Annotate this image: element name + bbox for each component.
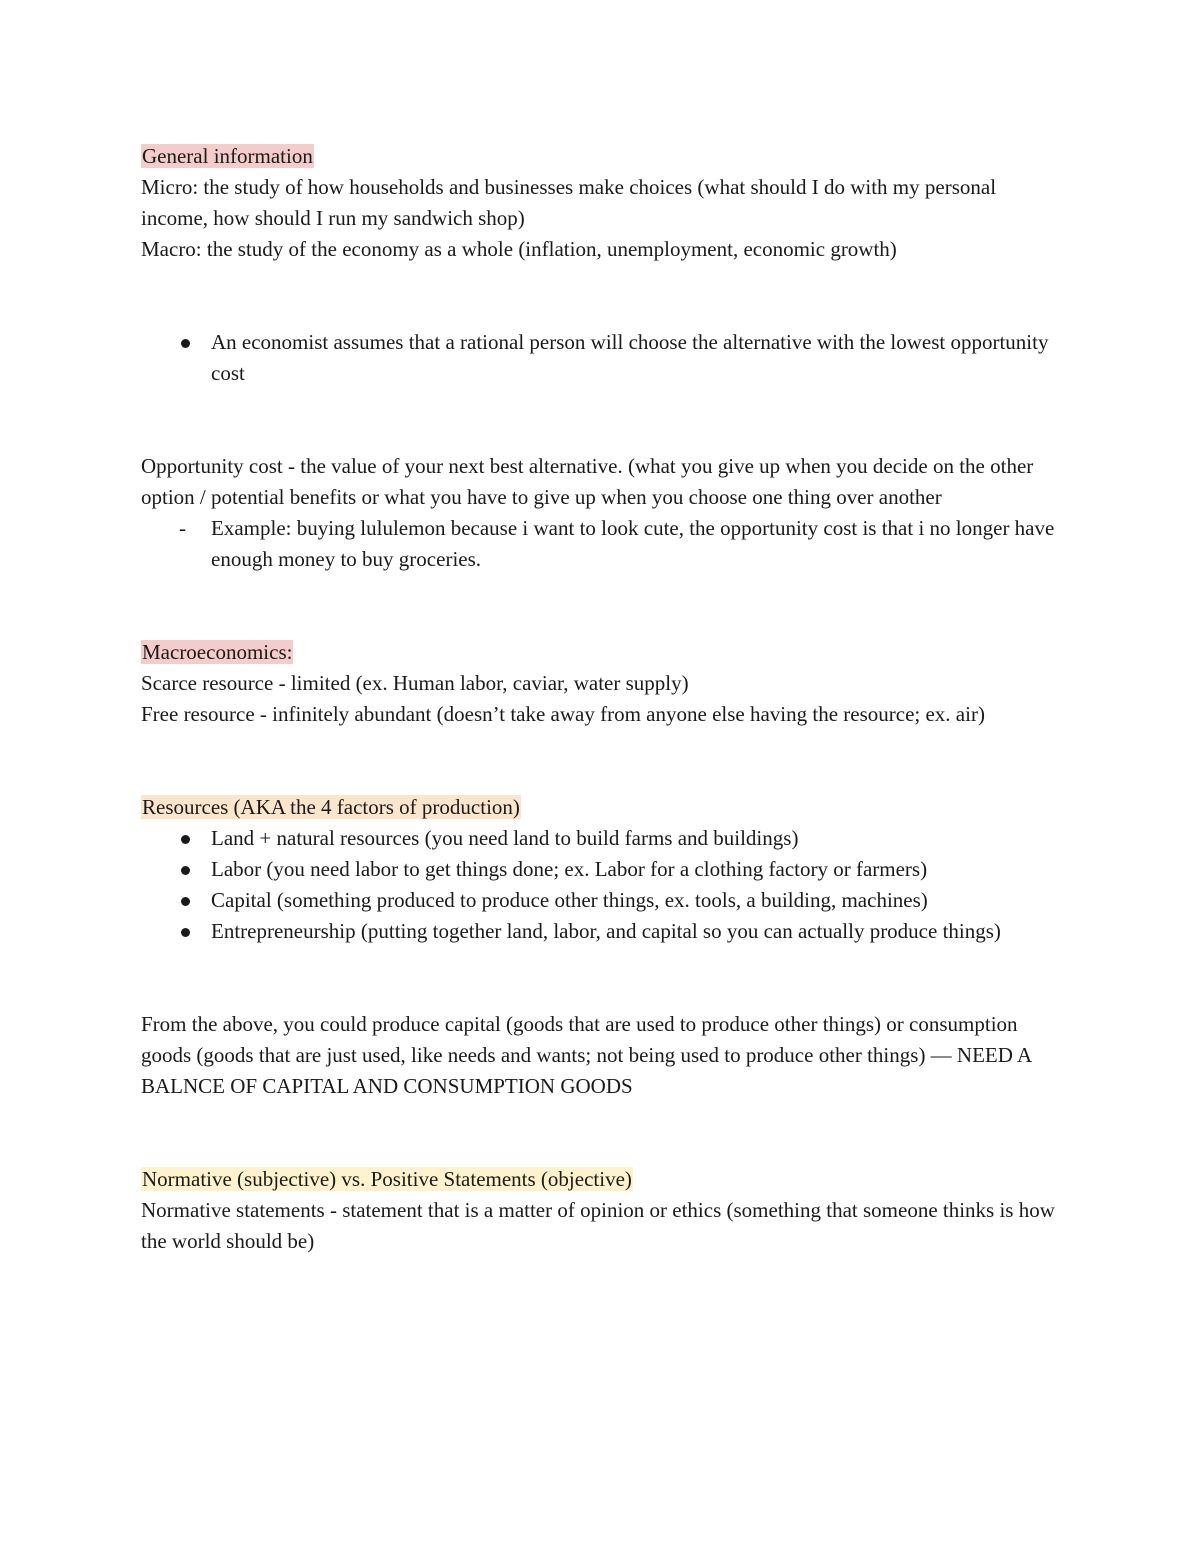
resources-list (141, 823, 1061, 947)
macroeconomics-heading: Macroeconomics: (142, 640, 293, 664)
list-item (141, 327, 1061, 389)
scarce-resource-definition: Scarce resource - limited (ex. Human labor, caviar, water supply) (141, 671, 689, 695)
list-item (141, 916, 1061, 947)
list-item-text: Example: buying lululemon because i want to look cute, the opportunity cost is that i no longer have enough money to buy groceries. (211, 516, 1055, 571)
resources-heading-line (141, 792, 1061, 823)
spacer (141, 265, 1061, 327)
statements-heading: Normative (subjective) vs. Positive Statements (objective) (142, 1167, 632, 1191)
general-heading-line (141, 141, 1061, 172)
resources-heading: Resources (AKA the 4 factors of production) (142, 795, 520, 819)
list-item-text: Entrepreneurship (putting together land, labor, and capital so you can actually produce things) (211, 919, 1001, 943)
general-heading: General information (142, 144, 313, 168)
list-item-text: Labor (you need labor to get things done; ex. Labor for a clothing factory or farmers) (211, 857, 928, 881)
statements-heading-line (141, 1164, 1061, 1195)
spacer (141, 1102, 1061, 1164)
list-item-text: Capital (something produced to produce other things, ex. tools, a building, machines) (211, 888, 928, 912)
spacer (141, 947, 1061, 1009)
opportunity-cost-definition: Opportunity cost - the value of your next best alternative. (what you give up when you decide on the other option / potential benefits or what you have to give up when you choose one thing over another (141, 454, 1034, 509)
macro-definition: Macro: the study of the economy as a whole (inflation, unemployment, economic growth) (141, 237, 897, 261)
spacer (141, 730, 1061, 792)
document-page (141, 141, 1061, 1257)
normative-definition: Normative statements - statement that is a matter of opinion or ethics (something that someone thinks is how the world should be) (141, 1198, 1055, 1253)
spacer (141, 389, 1061, 451)
goods-paragraph: From the above, you could produce capital (goods that are used to produce other things) or consumption goods (goods that are just used, like needs and wants; not being used to produce other things) — NEED A BALNCE OF CAPITAL AND CONSUMPTION GOODS (141, 1012, 1032, 1098)
opportunity-example-list (141, 513, 1061, 575)
list-item-text: An economist assumes that a rational person will choose the alternative with the lowest opportunity cost (211, 330, 1049, 385)
list-item (141, 823, 1061, 854)
list-item (141, 854, 1061, 885)
spacer (141, 575, 1061, 637)
micro-definition: Micro: the study of how households and businesses make choices (what should I do with my personal income, how should I run my sandwich shop) (141, 175, 997, 230)
list-item-text: Land + natural resources (you need land to build farms and buildings) (211, 826, 799, 850)
general-bullet-list (141, 327, 1061, 389)
list-item: - Example: buying lululemon because i want to look cute, the opportunity cost is that i no longer have enough money to buy groceries. (179, 516, 1055, 571)
list-item (141, 885, 1061, 916)
macroeconomics-heading-line (141, 637, 1061, 668)
free-resource-definition: Free resource - infinitely abundant (doesn’t take away from anyone else having the resource; ex. air) (141, 702, 985, 726)
